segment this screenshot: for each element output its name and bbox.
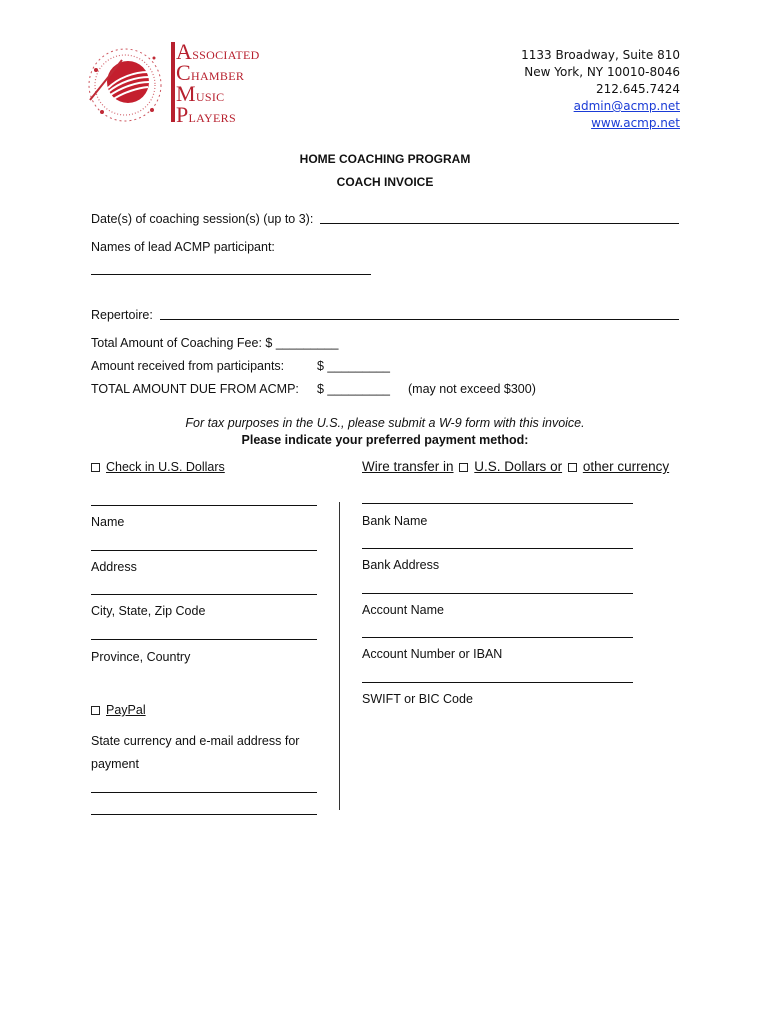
acmp-logo <box>82 40 262 130</box>
check-option[interactable] <box>91 459 225 475</box>
paypal-input-line-1[interactable] <box>91 792 317 793</box>
account-number-label: Account Number or IBAN <box>362 647 503 661</box>
wire-option[interactable] <box>362 458 669 476</box>
province-input-line[interactable] <box>91 639 317 640</box>
repertoire-input-line[interactable] <box>160 319 679 320</box>
organization-address <box>521 47 680 132</box>
paypal-checkbox[interactable] <box>91 706 100 715</box>
name-label: Name <box>91 515 125 529</box>
paypal-option[interactable] <box>91 702 146 718</box>
swift-label: SWIFT or BIC Code <box>362 692 473 706</box>
repertoire-label: Repertoire: <box>91 308 153 322</box>
wire-option-label: Wire transfer in <box>362 459 454 474</box>
total-due-field[interactable]: $ _________ <box>317 382 390 396</box>
lead-participant-label: Names of lead ACMP participant: <box>91 240 275 254</box>
address-input-line[interactable] <box>91 550 317 551</box>
wire-usd-checkbox[interactable] <box>459 463 468 472</box>
city-label: City, State, Zip Code <box>91 604 206 618</box>
email-link[interactable]: admin@acmp.net <box>573 99 680 113</box>
account-number-input-line[interactable] <box>362 637 633 638</box>
bank-address-input-line[interactable] <box>362 548 633 549</box>
dates-label: Date(s) of coaching session(s) (up to 3): <box>91 212 314 226</box>
payment-method-prompt: Please indicate your preferred payment method: <box>241 433 529 447</box>
dates-input-line[interactable] <box>320 223 679 224</box>
swift-input-line[interactable] <box>362 682 633 683</box>
check-option-label: Check in U.S. Dollars <box>106 460 225 474</box>
paypal-instructions-line1: State currency and e-mail address for <box>91 734 300 748</box>
city-input-line[interactable] <box>91 594 317 595</box>
invoice-title: COACH INVOICE <box>336 175 434 189</box>
paypal-input-line-2[interactable] <box>91 814 317 815</box>
tax-note: For tax purposes in the U.S., please submit a W-9 form with this invoice. <box>185 416 585 430</box>
program-title: HOME COACHING PROGRAM <box>299 152 471 166</box>
website-link[interactable]: www.acmp.net <box>591 116 680 130</box>
address-street: 1133 Broadway, Suite 810 <box>521 48 680 62</box>
wire-other-currency-checkbox[interactable] <box>568 463 577 472</box>
logo-divider <box>171 42 175 122</box>
bank-address-label: Bank Address <box>362 558 440 572</box>
amount-received-field[interactable]: $ _________ <box>317 359 390 373</box>
address-city: New York, NY 10010-8046 <box>524 65 680 79</box>
amount-received-label: Amount received from participants: <box>91 359 285 373</box>
address-label: Address <box>91 560 137 574</box>
logo-wordmark: Associated Chamber Music Players <box>176 39 260 127</box>
account-name-label: Account Name <box>362 603 444 617</box>
wire-usd-label: U.S. Dollars or <box>474 459 563 474</box>
lead-participant-input-line[interactable] <box>91 274 371 275</box>
total-fee-field[interactable]: Total Amount of Coaching Fee: $ _________ <box>91 336 339 350</box>
account-name-input-line[interactable] <box>362 593 633 594</box>
wire-other-currency-label: other currency <box>582 459 670 474</box>
bank-name-input-line[interactable] <box>362 503 633 504</box>
check-checkbox[interactable] <box>91 463 100 472</box>
total-due-note: (may not exceed $300) <box>408 382 536 396</box>
paypal-option-label: PayPal <box>106 703 146 717</box>
paypal-instructions-line2: payment <box>91 757 139 771</box>
bank-name-label: Bank Name <box>362 514 428 528</box>
address-phone: 212.645.7424 <box>596 82 680 96</box>
total-due-label: TOTAL AMOUNT DUE FROM ACMP: <box>91 382 299 396</box>
name-input-line[interactable] <box>91 505 317 506</box>
violin-emblem-icon <box>82 42 168 128</box>
column-divider <box>339 502 340 810</box>
province-label: Province, Country <box>91 650 191 664</box>
